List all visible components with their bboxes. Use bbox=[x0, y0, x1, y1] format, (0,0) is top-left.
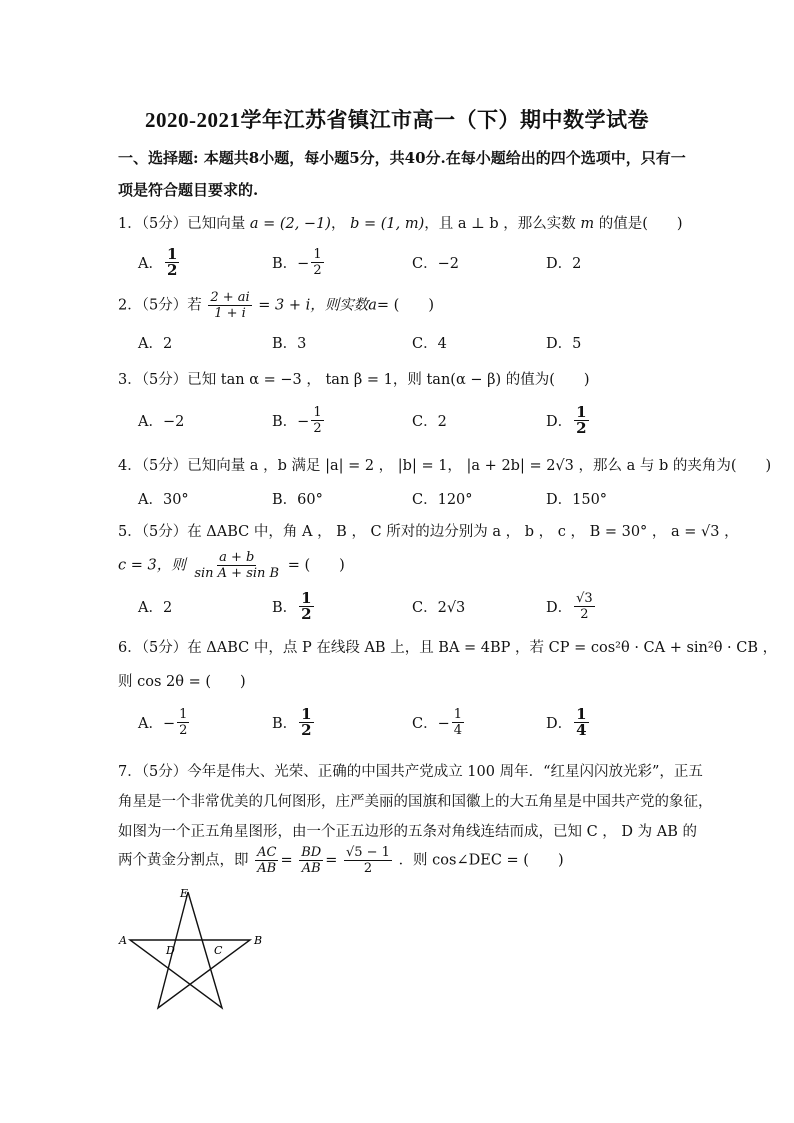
q1-option-c[interactable]: C．−2 bbox=[412, 255, 459, 272]
label-a: A bbox=[119, 934, 127, 947]
q5-option-d[interactable]: D． $\frac{√3}{2}$ bbox=[546, 590, 593, 622]
q2-option-a[interactable]: A．2 bbox=[138, 335, 173, 352]
q1-vector-b: b = (1, m) bbox=[350, 216, 425, 232]
q1-option-b[interactable]: B．− $\frac{1}{2}$ bbox=[272, 246, 322, 278]
q1-option-a[interactable]: A． $\frac{1}{2}$ bbox=[138, 244, 178, 279]
q5-c: c = 3，则 bbox=[118, 557, 186, 574]
q5-option-b[interactable]: B． $\frac{1}{2}$ bbox=[272, 588, 312, 623]
question-2: 2．（5分）若 $\frac{2 + ai}{1 + i}$ = 3 + i，则实数a= ( ) bbox=[118, 290, 434, 321]
q7-prefix: 两个黄金分割点，即 bbox=[118, 852, 249, 869]
q4-option-c[interactable]: C．120° bbox=[412, 491, 473, 508]
label-d: D bbox=[166, 944, 175, 957]
q5-option-c[interactable]: C．2√3 bbox=[412, 599, 466, 616]
question-3: 3．（5分）已知 tan α = −3 ， tan β = 1，则 tan(α − β) 的值为( ) bbox=[118, 372, 590, 388]
q4-option-b[interactable]: B．60° bbox=[272, 491, 323, 508]
q6-option-a[interactable]: A．− $\frac{1}{2}$ bbox=[138, 706, 188, 738]
pentagram-figure bbox=[118, 882, 278, 1014]
question-5-line-2: c = 3，则 $\frac{a + b}{\text{sin A + sin B}}$ = ( ) bbox=[118, 550, 345, 581]
q4-options bbox=[0, 478, 794, 518]
section-heading: 一、选择题: 本题共8小题，每小题5分，共40分.在每小题给出的四个选项中，只有一项是符合题目要求的. bbox=[118, 149, 686, 199]
question-1: 1．（5分）已知向量 a = (2, −1)， b = (1, m)，且 a ⊥ b ，那么实数 m 的值是( ) bbox=[118, 216, 683, 232]
q6-option-d[interactable]: D． $\frac{1}{4}$ bbox=[546, 704, 587, 739]
q5-tail: = ( ) bbox=[287, 557, 345, 574]
q1-option-d[interactable]: D．2 bbox=[546, 255, 582, 272]
q1-vector-a: a = (2, −1) bbox=[249, 216, 331, 232]
q1-tail: 的值是( ) bbox=[598, 216, 683, 232]
question-7-line-1: 7．（5分）今年是伟大、光荣、正确的中国共产党成立 100 周年．“红星闪闪放光彩”，正五 bbox=[118, 764, 703, 780]
q2-option-d[interactable]: D．5 bbox=[546, 335, 582, 352]
question-7-line-2: 角星是一个非常优美的几何图形，庄严美丽的国旗和国徽上的大五角星是中国共产党的象征， bbox=[118, 794, 713, 810]
q2-mid: = 3 + i，则实数 bbox=[258, 297, 369, 314]
q4-option-d[interactable]: D．150° bbox=[546, 491, 608, 508]
question-7-line-3: 如图为一个正五角星图形，由一个正五边形的五条对角线连结而成，已知 C ， D 为 AB 的 bbox=[118, 824, 697, 840]
q1-prefix: 1．（5分）已知向量 bbox=[118, 216, 246, 232]
q3-option-d[interactable]: D． $\frac{1}{2}$ bbox=[546, 402, 587, 437]
q4-option-a[interactable]: A．30° bbox=[138, 491, 189, 508]
q1-condition: ，且 a ⊥ b ，那么实数 bbox=[424, 216, 576, 232]
q3-options bbox=[0, 400, 794, 440]
page-title: 2020-2021学年江苏省镇江市高一（下）期中数学试卷 bbox=[145, 108, 649, 132]
pentagram-lines bbox=[130, 892, 250, 1008]
q7-tail: ．则 cos∠DEC = ( ) bbox=[398, 852, 564, 869]
q3-option-a[interactable]: A．−2 bbox=[138, 413, 185, 430]
q2-option-b[interactable]: B．3 bbox=[272, 335, 307, 352]
label-c: C bbox=[214, 944, 223, 957]
q1-options bbox=[0, 242, 794, 282]
question-7-line-4: 两个黄金分割点，即 $\frac{AC}{AB}$ = $\frac{BD}{AB}$ = $\frac{√5 - 1}{2}$ ．则 cos∠DEC = ( ) bbox=[118, 845, 564, 876]
question-6-line-1: 6．（5分）在 ΔABC 中，点 P 在线段 AB 上，且 BA = 4BP ，若 CP = cos²θ · CA + sin²θ · CB ， bbox=[118, 640, 778, 656]
question-6-line-2: 则 cos 2θ = ( ) bbox=[118, 674, 246, 690]
q3-option-c[interactable]: C．2 bbox=[412, 413, 447, 430]
q1-m: m bbox=[580, 216, 595, 232]
q2-tail: = ( ) bbox=[376, 297, 434, 314]
question-5-line-1: 5．（5分）在 ΔABC 中，角 A ， B ， C 所对的边分别为 a ， b ， c ， B = 30° ， a = √3 ， bbox=[118, 524, 739, 540]
q5-options bbox=[0, 586, 794, 626]
q2-option-c[interactable]: C．4 bbox=[412, 335, 447, 352]
q6-option-b[interactable]: B． $\frac{1}{2}$ bbox=[272, 704, 312, 739]
label-b: B bbox=[254, 934, 263, 947]
q2-options bbox=[0, 322, 794, 362]
q3-option-b[interactable]: B．− $\frac{1}{2}$ bbox=[272, 404, 322, 436]
q6-option-c[interactable]: C．− $\frac{1}{4}$ bbox=[412, 706, 463, 738]
question-4: 4．（5分）已知向量 a ，b 满足 |a| = 2 ， |b| = 1， |a + 2b| = 2√3 ，那么 a 与 b 的夹角为( ) bbox=[118, 458, 772, 474]
q6-options bbox=[0, 702, 794, 742]
q5-option-a[interactable]: A．2 bbox=[138, 599, 173, 616]
q2-prefix: 2．（5分）若 bbox=[118, 297, 202, 314]
label-e: E bbox=[180, 887, 189, 900]
q2-a: a bbox=[368, 297, 377, 314]
